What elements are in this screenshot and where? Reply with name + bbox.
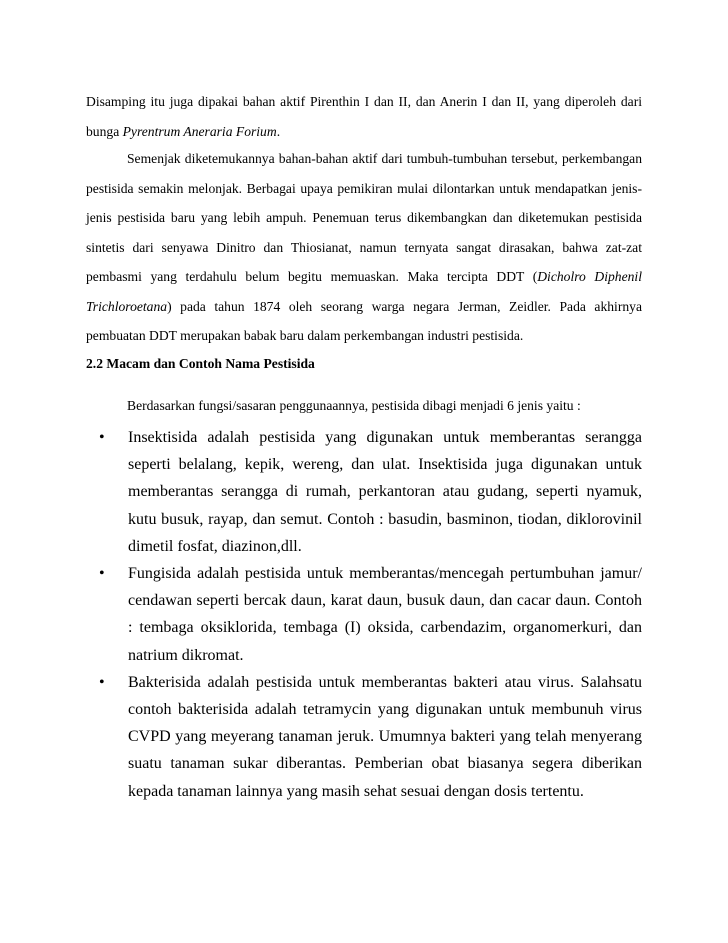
ddt-name-italic: Dicholro Diphenil Trichloroetana xyxy=(86,269,642,314)
paragraph-intro-end: . xyxy=(276,123,281,139)
paragraph-intro-text: Disamping itu juga dipakai bahan aktif Pirenthin I dan II, dan Anerin I dan II, yang diperoleh dari bunga xyxy=(86,94,642,139)
section-heading: 2.2 Macam dan Contoh Nama Pestisida xyxy=(86,356,315,371)
list-item-text: Bakterisida adalah pestisida untuk memberantas bakteri atau virus. Salahsatu contoh bakterisida adalah tetramycin yang digunakan untuk membunuh virus CVPD yang meyerang tanaman jeruk. Umumnya bakteri yang telah menyerang suatu tanaman sukar diberantas. Pemberian obat biasanya segera diberikan kepada tanaman lainnya yang masih sehat sesuai dengan dosis tertentu. xyxy=(128,673,642,800)
bullet-icon: • xyxy=(99,673,105,691)
list-item-text: Insektisida adalah pestisida yang digunakan untuk memberantas serangga seperti belalang, kepik, wereng, dan ulat. Insektisida juga digunakan untuk memberantas serangga di rumah, perkantoran atau gudang, seperti nyamuk, kutu busuk, rayap, dan semut. Contoh : basudin, basminon, tiodan, diklorovinil dimetil fosfat, diazinon,dll. xyxy=(128,429,642,555)
list-item-bakterisida xyxy=(86,669,642,805)
list-item-text: Fungisida adalah pestisida untuk memberantas/mencegah pertumbuhan jamur/ cendawan seperti bercak daun, karat daun, busuk daun, dan cacar daun. Contoh : tembaga oksiklorida, tembaga (I) oksida, carbendazim, organomerkuri, dan natrium dikromat. xyxy=(128,565,642,664)
list-item-insektisida xyxy=(86,424,642,560)
list-item-fungisida xyxy=(86,560,642,669)
paragraph-intro xyxy=(86,87,642,146)
bullet-icon: • xyxy=(99,429,105,446)
section-intro: Berdasarkan fungsi/sasaran penggunaannya, pestisida dibagi menjadi 6 jenis yaitu : xyxy=(127,398,581,413)
paragraph-history-text: Semenjak diketemukannya bahan-bahan aktif dari tumbuh-tumbuhan tersebut, perkembangan pestisida semakin melonjak. Berbagai upaya pemikiran mulai dilontarkan untuk mendapatkan jenis-jenis pestisida baru yang lebih ampuh. Penemuan terus dikembangkan dan diketemukan pestisida sintetis dari senyawa Dinitro dan Thiosianat, namun ternyata sangat dirasakan, bahwa zat-zat pembasmi yang terdahulu belum begitu memuaskan. Maka tercipta DDT ( xyxy=(86,151,642,284)
pesticide-type-list xyxy=(86,424,642,805)
bullet-icon: • xyxy=(99,565,105,583)
plant-name-italic: Pyrentrum Aneraria Forium xyxy=(122,123,277,139)
paragraph-history-end: ) pada tahun 1874 oleh seorang warga negara Jerman, Zeidler. Pada akhirnya pembuatan DDT merupakan babak baru dalam perkembangan industri pestisida. xyxy=(86,298,642,343)
paragraph-history xyxy=(86,144,642,351)
